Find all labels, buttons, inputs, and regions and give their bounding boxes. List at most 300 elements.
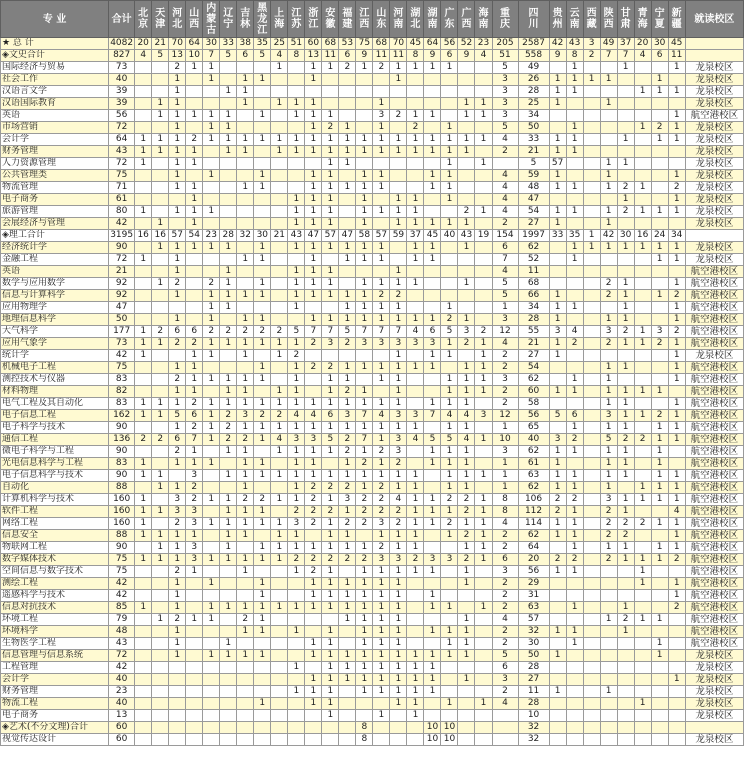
province-count: 2 bbox=[288, 350, 305, 362]
province-count bbox=[288, 314, 305, 326]
province-count bbox=[475, 566, 492, 578]
province-count: 1 bbox=[549, 686, 566, 698]
province-count: 2 bbox=[169, 338, 186, 350]
province-count: 1 bbox=[271, 146, 288, 158]
province-count: 1 bbox=[424, 506, 441, 518]
province-count bbox=[305, 734, 322, 746]
province-count: 2 bbox=[322, 506, 339, 518]
province-count: 1 bbox=[634, 578, 651, 590]
province-count bbox=[339, 722, 356, 734]
province-count bbox=[583, 278, 600, 290]
province-count bbox=[220, 590, 237, 602]
province-count bbox=[475, 278, 492, 290]
province-count: 11 bbox=[390, 50, 407, 62]
province-count: 1 bbox=[390, 218, 407, 230]
province-count bbox=[651, 218, 668, 230]
province-count: 1 bbox=[441, 482, 458, 494]
province-count bbox=[617, 98, 634, 110]
province-count: 1 bbox=[651, 74, 668, 86]
province-count bbox=[254, 146, 271, 158]
campus-cell: 航空港校区 bbox=[685, 434, 743, 446]
province-count: 1 bbox=[424, 254, 441, 266]
province-count: 1 bbox=[407, 422, 424, 434]
province-count: 16 bbox=[152, 230, 169, 242]
province-count bbox=[203, 626, 220, 638]
province-count bbox=[475, 650, 492, 662]
province-count: 1 bbox=[186, 206, 203, 218]
province-count bbox=[237, 266, 254, 278]
province-count: 1 bbox=[356, 638, 373, 650]
table-row bbox=[1, 434, 744, 446]
province-count: 1 bbox=[549, 206, 566, 218]
province-count: 1 bbox=[169, 206, 186, 218]
province-count: 1 bbox=[305, 674, 322, 686]
province-count: 1 bbox=[169, 266, 186, 278]
province-count: 38 bbox=[237, 38, 254, 50]
province-count bbox=[651, 146, 668, 158]
province-count bbox=[220, 566, 237, 578]
province-count: 1 bbox=[305, 650, 322, 662]
province-count: 4 bbox=[271, 50, 288, 62]
province-count bbox=[220, 206, 237, 218]
province-count: 66 bbox=[518, 290, 549, 302]
province-count: 1 bbox=[305, 686, 322, 698]
province-count: 1 bbox=[237, 98, 254, 110]
province-count: 4 bbox=[492, 182, 518, 194]
province-count: 1 bbox=[186, 182, 203, 194]
header-province: 江 西 bbox=[356, 1, 373, 38]
province-count bbox=[203, 710, 220, 722]
province-count: 1 bbox=[373, 434, 390, 446]
province-count: 6 bbox=[492, 554, 518, 566]
province-count: 56 bbox=[441, 38, 458, 50]
table-row bbox=[1, 554, 744, 566]
province-count: 1 bbox=[169, 290, 186, 302]
province-count: 7 bbox=[356, 434, 373, 446]
province-count: 1 bbox=[339, 158, 356, 170]
province-count: 1 bbox=[373, 602, 390, 614]
province-count: 1 bbox=[475, 338, 492, 350]
table-row bbox=[1, 542, 744, 554]
campus-cell bbox=[685, 50, 743, 62]
province-count: 1 bbox=[566, 542, 583, 554]
major-name: 自动化 bbox=[1, 482, 109, 494]
province-count: 1 bbox=[254, 542, 271, 554]
table-row bbox=[1, 518, 744, 530]
province-count bbox=[135, 674, 152, 686]
province-count bbox=[339, 170, 356, 182]
province-count bbox=[203, 254, 220, 266]
major-name: 大气科学 bbox=[1, 326, 109, 338]
province-count bbox=[651, 530, 668, 542]
province-count: 2 bbox=[356, 518, 373, 530]
province-count bbox=[583, 122, 600, 134]
province-count: 6 bbox=[339, 50, 356, 62]
province-count: 1 bbox=[220, 398, 237, 410]
campus-cell: 龙泉校区 bbox=[685, 242, 743, 254]
province-count: 1 bbox=[220, 602, 237, 614]
row-total: 13 bbox=[109, 710, 135, 722]
province-count bbox=[271, 206, 288, 218]
province-count bbox=[288, 74, 305, 86]
province-count bbox=[186, 626, 203, 638]
row-total: 43 bbox=[109, 146, 135, 158]
province-count: 2 bbox=[169, 446, 186, 458]
province-count bbox=[169, 470, 186, 482]
province-count: 1 bbox=[254, 434, 271, 446]
province-count: 2 bbox=[152, 326, 169, 338]
province-count: 1 bbox=[339, 374, 356, 386]
province-count bbox=[492, 158, 518, 170]
province-count bbox=[220, 314, 237, 326]
province-count bbox=[583, 566, 600, 578]
province-count: 1 bbox=[203, 398, 220, 410]
province-count bbox=[566, 590, 583, 602]
province-count bbox=[407, 170, 424, 182]
province-count bbox=[424, 698, 441, 710]
province-count: 3 bbox=[339, 494, 356, 506]
province-count: 10 bbox=[424, 734, 441, 746]
province-count: 1 bbox=[135, 158, 152, 170]
province-count: 5 bbox=[441, 326, 458, 338]
province-count: 1 bbox=[390, 194, 407, 206]
province-count bbox=[617, 350, 634, 362]
province-count bbox=[407, 350, 424, 362]
province-count: 43 bbox=[458, 230, 475, 242]
province-count bbox=[186, 710, 203, 722]
campus-cell: 航空港校区 bbox=[685, 518, 743, 530]
province-count: 1 bbox=[135, 494, 152, 506]
table-row bbox=[1, 158, 744, 170]
province-count bbox=[271, 614, 288, 626]
province-count: 1 bbox=[390, 626, 407, 638]
province-count bbox=[549, 674, 566, 686]
table-row bbox=[1, 98, 744, 110]
province-count: 1 bbox=[600, 542, 617, 554]
province-count bbox=[254, 98, 271, 110]
province-count: 1 bbox=[169, 422, 186, 434]
province-count: 1 bbox=[668, 278, 685, 290]
province-count: 1 bbox=[169, 602, 186, 614]
province-count: 1 bbox=[322, 446, 339, 458]
province-count bbox=[668, 218, 685, 230]
row-total: 72 bbox=[109, 650, 135, 662]
province-count: 1 bbox=[475, 158, 492, 170]
province-count: 1 bbox=[634, 554, 651, 566]
province-count: 1 bbox=[203, 134, 220, 146]
province-count bbox=[271, 734, 288, 746]
province-count: 1 bbox=[237, 422, 254, 434]
row-total: 40 bbox=[109, 698, 135, 710]
province-count bbox=[135, 98, 152, 110]
province-count: 1 bbox=[566, 302, 583, 314]
province-count bbox=[566, 314, 583, 326]
province-count: 1 bbox=[424, 674, 441, 686]
province-count: 1 bbox=[390, 530, 407, 542]
province-count: 1 bbox=[651, 482, 668, 494]
row-total: 75 bbox=[109, 566, 135, 578]
province-count: 2 bbox=[373, 62, 390, 74]
row-total: 75 bbox=[109, 554, 135, 566]
province-count: 1 bbox=[356, 62, 373, 74]
province-count: 1 bbox=[407, 530, 424, 542]
province-count: 1 bbox=[322, 278, 339, 290]
province-count bbox=[583, 482, 600, 494]
province-count bbox=[203, 638, 220, 650]
province-count: 8 bbox=[356, 722, 373, 734]
province-count bbox=[135, 218, 152, 230]
province-count bbox=[651, 98, 668, 110]
province-count bbox=[441, 278, 458, 290]
province-count: 1 bbox=[169, 146, 186, 158]
province-count: 1 bbox=[203, 602, 220, 614]
row-total: 42 bbox=[109, 662, 135, 674]
province-count: 1 bbox=[339, 578, 356, 590]
province-count: 1 bbox=[634, 482, 651, 494]
province-count: 1 bbox=[203, 350, 220, 362]
table-row bbox=[1, 458, 744, 470]
province-count bbox=[600, 350, 617, 362]
province-count: 2 bbox=[288, 554, 305, 566]
province-count bbox=[305, 710, 322, 722]
header-campus: 就读校区 bbox=[685, 1, 743, 38]
province-count: 1 bbox=[390, 62, 407, 74]
header-province: 湖 北 bbox=[407, 1, 424, 38]
province-count: 2 bbox=[617, 182, 634, 194]
province-count bbox=[135, 662, 152, 674]
province-count: 1 bbox=[203, 494, 220, 506]
province-count bbox=[424, 302, 441, 314]
province-count: 1 bbox=[356, 542, 373, 554]
province-count: 7 bbox=[617, 50, 634, 62]
header-province: 内 蒙 古 bbox=[203, 1, 220, 38]
province-count bbox=[271, 266, 288, 278]
province-count: 10 bbox=[186, 50, 203, 62]
province-count: 1 bbox=[169, 590, 186, 602]
province-count bbox=[271, 86, 288, 98]
province-count bbox=[634, 662, 651, 674]
province-count bbox=[475, 614, 492, 626]
province-count: 1 bbox=[169, 122, 186, 134]
province-count: 205 bbox=[492, 38, 518, 50]
province-count: 8 bbox=[288, 50, 305, 62]
province-count: 1 bbox=[668, 338, 685, 350]
table-row bbox=[1, 278, 744, 290]
province-count: 1 bbox=[356, 290, 373, 302]
major-name: 遥感科学与技术 bbox=[1, 590, 109, 602]
province-count bbox=[651, 362, 668, 374]
table-row bbox=[1, 86, 744, 98]
province-count: 10 bbox=[492, 434, 518, 446]
province-count: 3 bbox=[186, 518, 203, 530]
province-count bbox=[203, 506, 220, 518]
province-count: 1 bbox=[390, 314, 407, 326]
province-count: 2 bbox=[203, 326, 220, 338]
province-count: 1 bbox=[566, 602, 583, 614]
province-count bbox=[600, 86, 617, 98]
province-count: 4 bbox=[458, 410, 475, 422]
province-count bbox=[407, 578, 424, 590]
province-count: 57 bbox=[373, 230, 390, 242]
province-count bbox=[617, 254, 634, 266]
province-count bbox=[634, 650, 651, 662]
province-count bbox=[549, 266, 566, 278]
table-row bbox=[1, 254, 744, 266]
province-count bbox=[169, 302, 186, 314]
province-count: 1 bbox=[651, 494, 668, 506]
major-name: 统计学 bbox=[1, 350, 109, 362]
province-count bbox=[271, 302, 288, 314]
province-count: 1 bbox=[135, 554, 152, 566]
province-count: 1 bbox=[169, 482, 186, 494]
province-count: 1 bbox=[441, 158, 458, 170]
province-count: 1 bbox=[651, 290, 668, 302]
province-count: 12 bbox=[492, 326, 518, 338]
campus-cell: 航空港校区 bbox=[685, 362, 743, 374]
province-count bbox=[549, 698, 566, 710]
province-count: 2 bbox=[169, 62, 186, 74]
province-count bbox=[322, 302, 339, 314]
province-count bbox=[339, 110, 356, 122]
province-count bbox=[583, 350, 600, 362]
province-count bbox=[600, 122, 617, 134]
province-count: 1 bbox=[237, 626, 254, 638]
province-count: 1 bbox=[237, 338, 254, 350]
province-count: 1 bbox=[186, 386, 203, 398]
province-count bbox=[583, 170, 600, 182]
row-total: 72 bbox=[109, 122, 135, 134]
province-count: 1 bbox=[237, 350, 254, 362]
province-count: 1 bbox=[254, 554, 271, 566]
province-count bbox=[203, 182, 220, 194]
province-count bbox=[583, 734, 600, 746]
province-count: 3 bbox=[475, 410, 492, 422]
province-count bbox=[356, 86, 373, 98]
province-count: 1 bbox=[407, 194, 424, 206]
province-count: 1 bbox=[617, 458, 634, 470]
major-name: 电子商务 bbox=[1, 194, 109, 206]
province-count: 45 bbox=[668, 38, 685, 50]
province-count bbox=[152, 422, 169, 434]
province-count: 1 bbox=[356, 422, 373, 434]
province-count: 11 bbox=[668, 50, 685, 62]
province-count bbox=[651, 698, 668, 710]
province-count: 1 bbox=[186, 158, 203, 170]
province-count: 1 bbox=[339, 542, 356, 554]
province-count: 1 bbox=[600, 218, 617, 230]
campus-cell: 龙泉校区 bbox=[685, 134, 743, 146]
province-count: 1 bbox=[600, 386, 617, 398]
province-count: 1 bbox=[288, 242, 305, 254]
province-count: 1 bbox=[617, 338, 634, 350]
province-count: 1 bbox=[220, 518, 237, 530]
province-count bbox=[237, 674, 254, 686]
province-count bbox=[651, 734, 668, 746]
header-province: 广 西 bbox=[458, 1, 475, 38]
province-count: 1 bbox=[186, 446, 203, 458]
province-count: 2 bbox=[634, 434, 651, 446]
province-count: 3 bbox=[583, 38, 600, 50]
province-count bbox=[169, 218, 186, 230]
campus-cell: 航空港校区 bbox=[685, 410, 743, 422]
province-count: 5 bbox=[549, 410, 566, 422]
province-count bbox=[220, 626, 237, 638]
province-count: 114 bbox=[518, 518, 549, 530]
province-count bbox=[634, 290, 651, 302]
province-count: 50 bbox=[518, 650, 549, 662]
province-count: 1 bbox=[254, 170, 271, 182]
province-count: 1 bbox=[288, 110, 305, 122]
province-count bbox=[475, 302, 492, 314]
table-row bbox=[1, 218, 744, 230]
province-count: 1 bbox=[441, 698, 458, 710]
province-count: 1 bbox=[668, 434, 685, 446]
province-count: 1 bbox=[651, 650, 668, 662]
campus-cell: 航空港校区 bbox=[685, 302, 743, 314]
header-province: 福 建 bbox=[339, 1, 356, 38]
province-count: 1 bbox=[617, 134, 634, 146]
province-count bbox=[203, 674, 220, 686]
table-row bbox=[1, 566, 744, 578]
province-count bbox=[135, 278, 152, 290]
row-total: 23 bbox=[109, 686, 135, 698]
province-count bbox=[651, 398, 668, 410]
table-row bbox=[1, 410, 744, 422]
province-count bbox=[651, 314, 668, 326]
province-count: 1 bbox=[566, 146, 583, 158]
row-total: 64 bbox=[109, 134, 135, 146]
province-count bbox=[254, 266, 271, 278]
row-total: 21 bbox=[109, 266, 135, 278]
province-count bbox=[339, 74, 356, 86]
province-count: 2 bbox=[617, 518, 634, 530]
province-count: 5 bbox=[492, 278, 518, 290]
campus-cell: 航空港校区 bbox=[685, 422, 743, 434]
province-count: 1 bbox=[254, 74, 271, 86]
province-count: 2 bbox=[305, 554, 322, 566]
province-count: 31 bbox=[518, 590, 549, 602]
province-count bbox=[220, 98, 237, 110]
province-count bbox=[373, 386, 390, 398]
province-count: 1 bbox=[390, 134, 407, 146]
province-count bbox=[203, 194, 220, 206]
province-count: 1 bbox=[668, 590, 685, 602]
province-count bbox=[254, 386, 271, 398]
province-count bbox=[288, 578, 305, 590]
province-count bbox=[668, 266, 685, 278]
header-province: 河 南 bbox=[390, 1, 407, 38]
province-count: 1 bbox=[135, 506, 152, 518]
province-count: 154 bbox=[492, 230, 518, 242]
province-count bbox=[458, 698, 475, 710]
province-count: 1 bbox=[458, 242, 475, 254]
province-count: 1 bbox=[135, 398, 152, 410]
province-count: 56 bbox=[518, 566, 549, 578]
table-row bbox=[1, 494, 744, 506]
province-count bbox=[203, 266, 220, 278]
province-count bbox=[549, 734, 566, 746]
province-count bbox=[583, 134, 600, 146]
province-count: 1 bbox=[617, 422, 634, 434]
province-count bbox=[237, 686, 254, 698]
province-count: 3 bbox=[373, 110, 390, 122]
province-count: 1 bbox=[288, 302, 305, 314]
province-count: 1 bbox=[169, 110, 186, 122]
province-count: 1 bbox=[600, 314, 617, 326]
province-count bbox=[475, 290, 492, 302]
province-count: 1 bbox=[322, 542, 339, 554]
province-count: 5 bbox=[339, 326, 356, 338]
